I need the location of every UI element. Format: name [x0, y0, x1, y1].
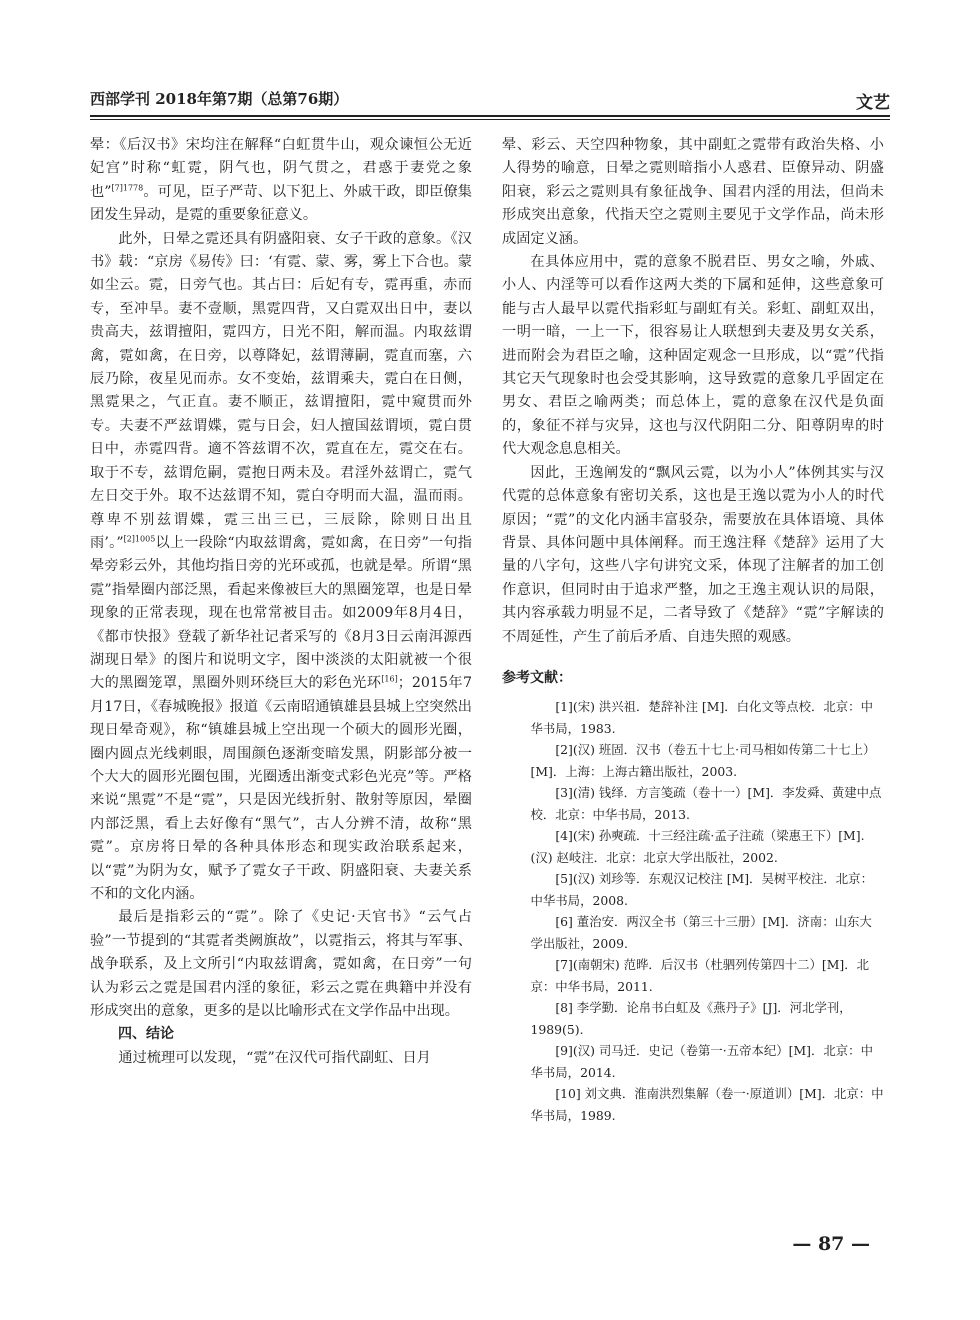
- paragraph: 此外，日晕之霓还具有阴盛阳衰、女子干政的意象。《汉书》载：“京房《易传》曰：‘有霓、蒙、雾，雾上下合也。蒙如尘云。霓，日旁气也。其占曰：后妃有专，霓再重，赤而专，至冲旱。妻不壹顺，黑霓四背，又白霓双出日中，妻以贵高夫，兹谓擅阳，霓四方，日光不阳，解而温。内取兹谓禽，霓如禽，在日旁，以尊降妃，兹谓薄嗣，霓直而塞，六辰乃除，夜星见而赤。女不变始，兹谓乘夫，霓白在日侧，黑霓果之，气正直。妻不顺正，兹谓擅阳，霓中窥贯而外专。夫妻不严兹谓媟，霓与日会，妇人擅国兹谓顷，霓白贯日中，赤霓四背。適不答兹谓不次，霓直在左，霓交在右。取于不专，兹谓危嗣，霓抱日两未及。君淫外兹谓亡，霓气左日交于外。取不达兹谓不知，霓白夺明而大温，温而雨。尊卑不别兹谓媟，霓三出三已，三辰除，除则日出且雨’。”$^{[2]1005}$以上一段除“内取兹谓禽，霓如禽，在日旁”一句指晕旁彩云外，其他均指日旁的光环或孤，也就是晕。所谓“黑霓”指晕圈内部泛黑，看起来像被巨大的黑圈笼罩，也是日晕现象的正常表现，现在也常常被目击。如2009年8月4日，《都市快报》登载了新华社记者采写的《8月3日云南洱源西湖现日晕》的图片和说明文字，图中淡淡的太阳就被一个很大的黑圈笼罩，黑圈外则环绕巨大的彩色光环[16]；2015年7月17日，《春城晚报》报道《云南昭通镇雄县县城上空突然出现日晕奇观》，称“镇雄县城上空出现一个硕大的圆形光圈，圈内圆点光线刺眼，周围颜色逐渐变暗发黑，阴影部分被一个大大的圆形光圈包围，光圈透出渐变式彩色光亮”等。严格来说“黑霓”不是“霓”，只是因光线折射、散射等原因，晕圈内部泛黑，看上去好像有“黑气”，古人分辨不清，故称“黑霓”。京房将日晕的各种具体形态和现实政治联系起来，以“霓”为阴为女，赋予了霓女子干政、阴盛阳衰、夫妻关系不和的文化内涵。: [90, 230, 472, 902]
- paragraph: 最后是指彩云的“霓”。除了《史记·天官书》“云气占验”一节提到的“其霓者类阙旗故”，以霓指云，将其与军事、战争联系，及上文所引“内取兹谓禽，霓如禽，在日旁”一句认为彩云之霓是国君内淫的象征，彩云之霓在典籍中并没有形成突出的意象，更多的是以比喻形式在文学作品中出现。: [90, 909, 472, 1020]
- page-header: [90, 88, 890, 116]
- page-number: — 87 —: [792, 1233, 870, 1255]
- reference-item: [1](宋) 洪兴祖．楚辞补注 [M]．白化文等点校．北京：中华书局，1983.: [530, 699, 873, 736]
- reference-item: [4](宋) 孙奭疏．十三经注疏·孟子注疏（梁惠王下）[M].(汉) 赵岐注．北京：北京大学出版社，2002.: [530, 828, 865, 865]
- right-column: [502, 134, 884, 1126]
- paragraph: 晕：《后汉书》宋均注在解释“白虹贯牛山，观众谏恒公无近妃宫”时称“虹霓，阴气也，阴气贯之，君惑于妻党之象也”$^{[7]1778}$。可见，臣子严苛、以下犯上、外戚干政，即臣僚集团发生异动，是霓的重要象征意义。: [90, 137, 472, 224]
- reference-item: [2](汉) 班固．汉书（卷五十七上·司马相如传第二十七上）[M]．上海：上海古籍出版社，2003.: [530, 742, 876, 779]
- paragraph: 通过梳理可以发现，“霓”在汉代可指代副虹、日月: [118, 1049, 431, 1066]
- journal-title: 西部学刊 2018年第7期（总第76期）: [90, 90, 349, 108]
- paragraph: 晕、彩云、天空四种物象，其中副虹之霓带有政治失格、小人得势的喻意，日晕之霓则暗指小人惑君、臣僚异动、阴盛阳衰，彩云之霓则具有象征战争、国君内淫的用法，但尚未形成突出意象，代指天空之霓则主要见于文学作品，尚未形成固定义涵。: [502, 137, 884, 247]
- references-title: 参考文献：: [502, 669, 572, 686]
- section-label: 文艺: [856, 93, 890, 113]
- left-column: [90, 134, 472, 1070]
- reference-item: [5](汉) 刘珍等．东观汉记校注 [M]．吴树平校注．北京：中华书局，2008.: [530, 871, 873, 908]
- reference-item: [3](清) 钱绎．方言笺疏（卷十一）[M]．李发舜、黄建中点校．北京：中华书局，2013.: [530, 785, 882, 822]
- section-heading: 四、结论: [118, 1026, 174, 1043]
- reference-item: [10] 刘文典．淮南洪烈集解（卷一·原道训）[M]．北京：中华书局，1989.: [530, 1086, 884, 1123]
- citation: [7]1778: [111, 183, 144, 193]
- citation: [2]1005: [123, 534, 156, 544]
- header-rule-thin: [90, 119, 890, 120]
- reference-item: [9](汉) 司马迁．史记（卷第一·五帝本纪）[M]．北京：中华书局，2014.: [530, 1043, 873, 1080]
- reference-item: [6] 董治安．两汉全书（第三十三册）[M]．济南：山东大学出版社，2009.: [530, 914, 872, 951]
- reference-item: [8] 李学勤．论帛书白虹及《燕丹子》[J]．河北学刊，1989(5).: [530, 1000, 852, 1037]
- paragraph: 在具体应用中，霓的意象不脱君臣、男女之喻，外戚、小人、内淫等可以看作这两大类的下属和延伸，这些意象可能与古人最早以霓代指彩虹与副虹有关。彩虹、副虹双出，一明一暗，一上一下，很容易让人联想到夫妻及男女关系，进而附会为君臣之喻，这种固定观念一旦形成，以“霓”代指其它天气现象时也会受其影响，这导致霓的意象几乎固定在男女、君臣之喻两类；而总体上，霓的意象在汉代是负面的，象征不祥与灾异，这也与汉代阴阳二分、阳尊阴卑的时代大观念息息相关。: [502, 254, 884, 458]
- reference-item: [7](南朝宋) 范晔．后汉书（杜驷列传第四十二）[M]．北京：中华书局，2011.: [530, 957, 870, 994]
- paragraph: 因此，王逸阐发的“飘风云霓，以为小人”体例其实与汉代霓的总体意象有密切关系，这也是王逸以霓为小人的时代原因；“霓”的文化内涵丰富驳杂，需要放在具体语境、具体背景、具体问题中具体阐释。而王逸注释《楚辞》运用了大量的八字句，这些八字句讲究文采，体现了注解者的加工创作意识，但同时由于追求严整，加之王逸主观认识的局限，其内容承载力明显不足，二者导致了《楚辞》“霓”字解读的不周延性，产生了前后矛盾、自违失照的观感。: [502, 464, 884, 645]
- header-rule: [90, 115, 890, 117]
- references-list: [502, 696, 884, 1126]
- citation: [16]: [381, 674, 398, 684]
